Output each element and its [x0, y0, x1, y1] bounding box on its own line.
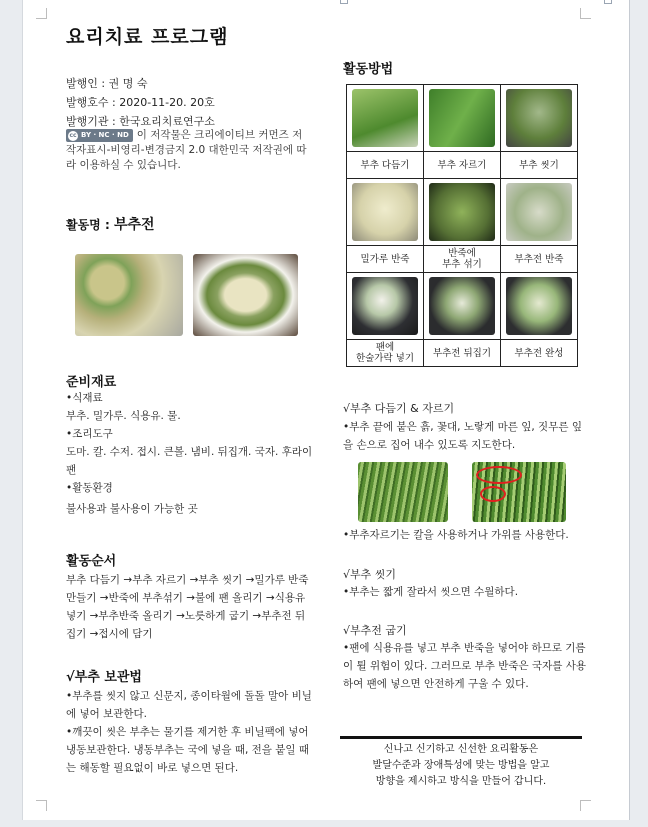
method-photo-table [346, 84, 578, 367]
materials-heading: 준비재료 [66, 375, 117, 390]
materials-line: 부추. 밀가루. 식용유. 물. [66, 410, 181, 422]
fry-heading: √부추전 굽기 [343, 624, 407, 637]
photo-cell [347, 273, 424, 340]
issue-line: 발행호수 : 2020-11-20. 20호 [66, 96, 215, 109]
institution-line: 발행기관 : 한국요리치료연구소 [66, 115, 215, 128]
step-photo [352, 89, 418, 147]
photo-cell [501, 179, 578, 246]
step-caption: 부추 씻기 [501, 152, 578, 179]
materials-line: •식재료 [66, 392, 103, 404]
step-caption: 반죽에 부추 섞기 [424, 246, 501, 273]
footer-rule [340, 736, 582, 739]
document-title: 요리치료 프로그램 [66, 26, 229, 48]
publisher-line: 발행인 : 권 명 숙 [66, 77, 148, 90]
pancake-plate-photo [193, 254, 298, 336]
materials-line: •활동환경 [66, 482, 113, 494]
order-text: 부추 다듬기 →부추 자르기 →부추 씻기 →밀가루 반죽만들기 →반죽에 부추섞기 →불에 팬 올리기 →식용유 넣기 →부추반죽 올리기 →노릇하게 굽기 →부추전 뒤집기 →접시에 담기 [66, 574, 309, 640]
step-caption: 부추 자르기 [424, 152, 501, 179]
step-caption: 밀가루 반죽 [347, 246, 424, 273]
trim-text: •부추 끝에 붙은 흙, 꽃대, 노랗게 마른 잎, 짓무른 잎을 손으로 집어 내수 있도록 지도한다. [343, 421, 582, 451]
step-caption: 부추전 뒤집기 [424, 340, 501, 367]
storage-text [66, 687, 314, 777]
materials-list [66, 389, 314, 518]
step-photo [429, 183, 495, 241]
storage-heading: √부추 보관법 [66, 670, 142, 685]
photo-cell [501, 85, 578, 152]
photo-cell [347, 179, 424, 246]
order-heading: 활동순서 [66, 554, 117, 569]
activity-name: 활동명 : 부추전 [66, 217, 155, 233]
cc-license-icon[interactable]: cc BY · NC · ND [66, 129, 133, 142]
crop-mark [36, 800, 47, 811]
step-photo [506, 89, 572, 147]
highlight-circle [480, 486, 506, 502]
chives-photo [358, 462, 448, 522]
photo-cell [347, 85, 424, 152]
storage-paragraph: •깨끗이 씻은 부추는 물기를 제거한 후 비닐팩에 넣어 냉동보관한다. 냉동부추는 국에 넣을 때, 전을 붙일 때는 해동할 필요없이 바로 넣으면 된다. [66, 726, 310, 774]
footer-line: 신나고 신기하고 신선한 요리활동은 [383, 744, 539, 755]
crop-mark [36, 8, 47, 19]
step-photo [352, 183, 418, 241]
step-caption: 팬에 한술가락 넣기 [347, 340, 424, 367]
chives-marked-photo [472, 462, 566, 522]
highlight-circle [476, 466, 522, 484]
step-photo [429, 89, 495, 147]
step-caption: 부추 다듬기 [347, 152, 424, 179]
materials-line: 도마. 칼. 수저. 접시. 큰볼. 냄비. 뒤집개. 국자. 후라이팬 [66, 446, 313, 476]
materials-line: •조리도구 [66, 428, 113, 440]
footer-line: 발달수준과 장애특성에 맞는 방법을 알고 [372, 760, 550, 771]
license-block [66, 128, 311, 173]
pancake-photo [75, 254, 183, 336]
crop-mark [580, 8, 591, 19]
license-text: 이 저작물은 크리에이티브 커먼즈 저작자표시-비영리-변경금지 2.0 대한민국 저작권에 따라 이용하실 수 있습니다. [66, 129, 307, 171]
photo-cell [424, 273, 501, 340]
ruler-marker [604, 0, 612, 4]
fry-text: •팬에 식용유를 넣고 부추 반죽을 넣어야 하므로 기름이 튈 위험이 있다. 그러므로 부추 반죽은 국자를 사용하여 팬에 넣으면 안전하게 구울 수 있다. [343, 642, 587, 690]
footer-slogan [340, 742, 582, 790]
step-photo [429, 277, 495, 335]
step-photo [506, 183, 572, 241]
photo-cell [424, 179, 501, 246]
materials-line: 불사용과 불사용이 가능한 곳 [66, 503, 198, 515]
step-photo [506, 277, 572, 335]
wash-text: •부추는 짧게 잘라서 씻으면 수월하다. [343, 586, 519, 598]
ruler-marker [340, 0, 348, 4]
storage-paragraph: •부추를 씻지 않고 신문지, 종이타월에 돌돌 말아 비닐에 넣어 보관한다. [66, 690, 312, 720]
method-heading: 활동방법 [343, 62, 394, 77]
step-caption: 부추전 반죽 [501, 246, 578, 273]
step-photo [352, 277, 418, 335]
trim-heading: √부추 다듬기 & 자르기 [343, 402, 455, 415]
crop-mark [580, 800, 591, 811]
photo-cell [424, 85, 501, 152]
photo-cell [501, 273, 578, 340]
cut-text: •부추자르기는 칼을 사용하거나 가위를 사용한다. [343, 529, 569, 541]
footer-line: 방향을 제시하고 방식을 만들어 갑니다. [375, 776, 547, 787]
wash-heading: √부추 씻기 [343, 568, 397, 581]
step-caption: 부추전 완성 [501, 340, 578, 367]
